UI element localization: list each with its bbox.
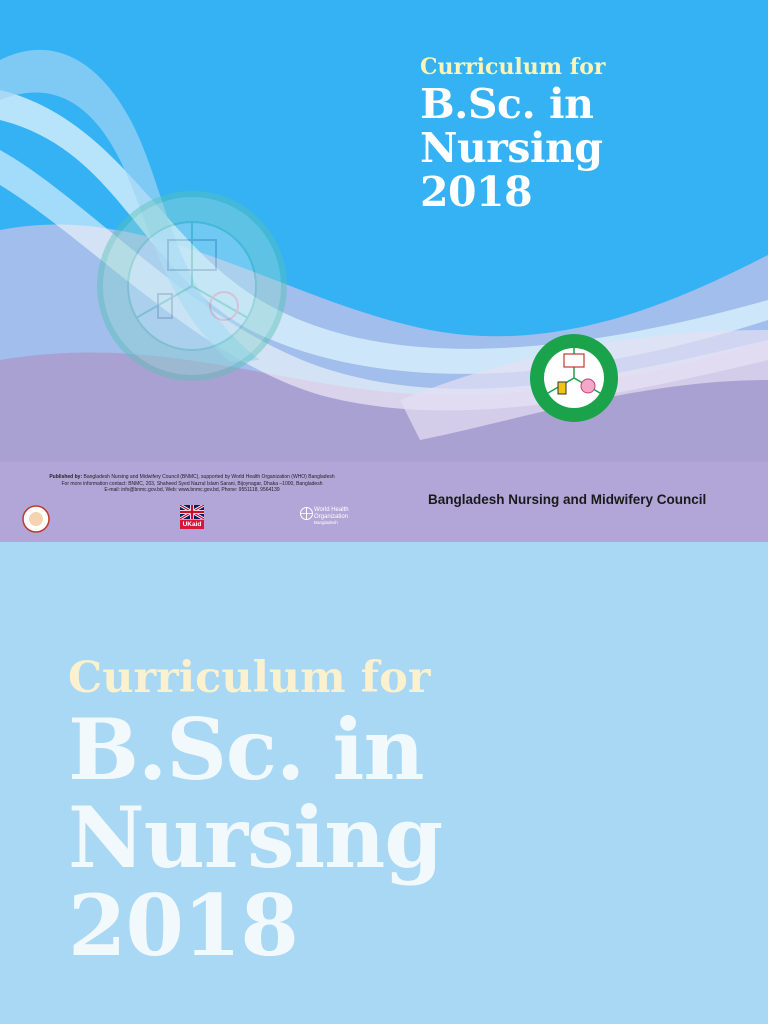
watermark-seal (96, 190, 288, 387)
title-bsc-in: B.Sc. in (420, 80, 594, 128)
email-line: E-mail: info@bnmc.gov.bd, Web: www.bnmc.gov.bd, Phone: 9551118, 9564139 (104, 487, 280, 493)
publication-info (16, 474, 368, 494)
back-title-curriculum-for: Curriculum for (68, 653, 431, 703)
published-by-text: Bangladesh Nursing and Midwifery Council (BNMC), supported by World Health Organization (WHO) Bangladesh (83, 474, 335, 480)
published-by-label: Published by: (49, 474, 83, 480)
back-title-bsc-in: B.Sc. in (68, 700, 424, 799)
who-line2: Organization (314, 513, 349, 520)
back-cover-title-block (68, 650, 443, 975)
council-name: Bangladesh Nursing and Midwifery Council (428, 492, 707, 507)
who-line1: World Health (314, 507, 349, 513)
title-curriculum-for: Curriculum for (420, 54, 606, 80)
title-nursing: Nursing (420, 124, 603, 172)
contact-line: For more information contact: BNMC, 203, Shaheed Syed Nazrul Islam Sarani, Bijoynagar, Dhaka –1000, Bangladesh (61, 480, 323, 487)
cover-title-block (420, 52, 605, 214)
ukaid-label: UKaid (180, 520, 204, 529)
who-logo-text (314, 507, 349, 527)
who-location: Bangladesh (314, 520, 338, 525)
bnmc-small-logo (22, 505, 50, 538)
back-title-year: 2018 (68, 876, 298, 975)
title-year: 2018 (420, 168, 533, 216)
who-emblem-icon (300, 507, 313, 525)
bnmc-seal-logo (528, 332, 620, 429)
back-title-nursing: Nursing (68, 788, 443, 887)
